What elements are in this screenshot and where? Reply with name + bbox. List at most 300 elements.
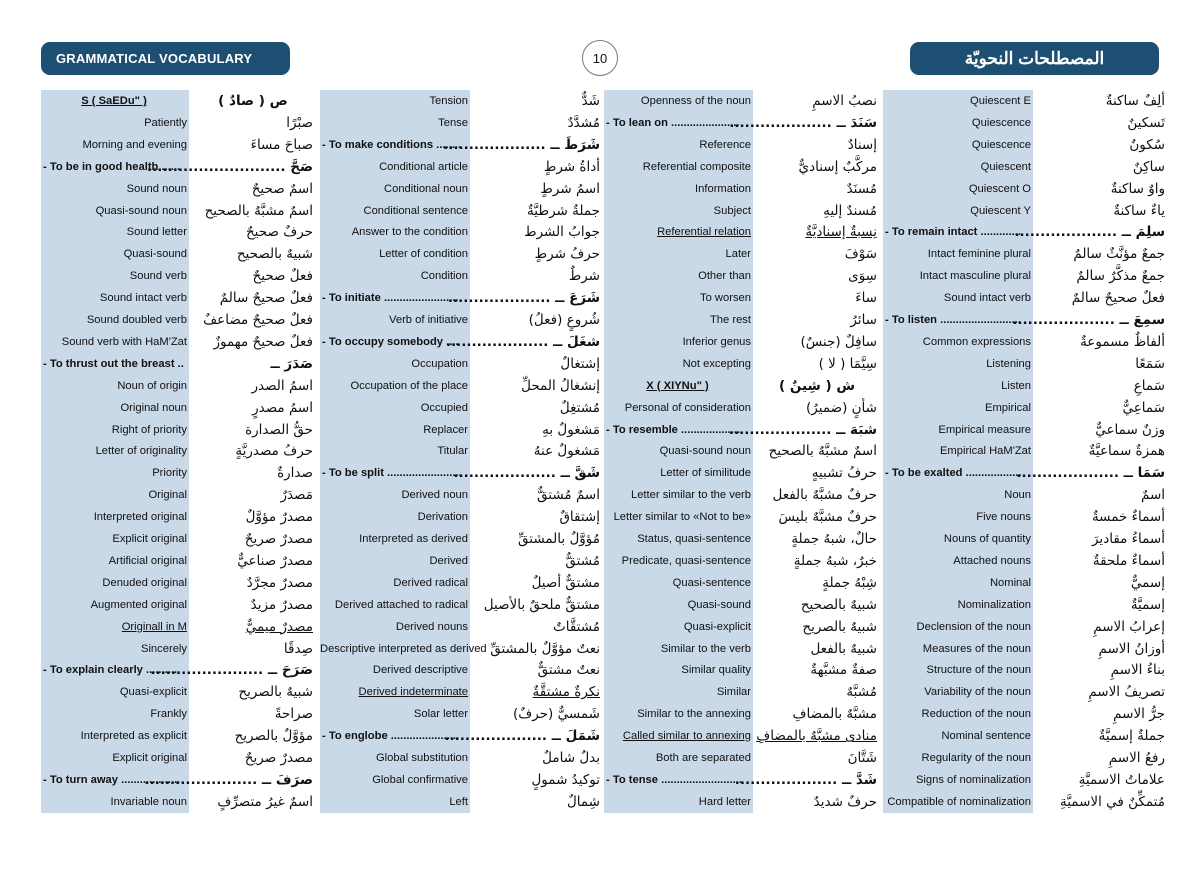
english-term: - To be exalted .................. (883, 462, 1033, 484)
vocab-row (41, 309, 313, 331)
english-term: Letter similar to «Not to be» (604, 506, 753, 528)
vocab-row (320, 506, 600, 528)
arabic-term: سَمَا ــ .................... (1016, 465, 1165, 482)
english-term: Nominal sentence (883, 725, 1033, 747)
arabic-term: جرُّ الاسمِ (1113, 706, 1165, 723)
vocab-row (320, 419, 600, 441)
english-term: Quiescent (883, 156, 1033, 178)
vocab-row (41, 178, 313, 200)
english-term: Quiescent E (883, 90, 1033, 112)
arabic-term: سمِعَ ــ .................... (1012, 312, 1165, 328)
vocab-row (883, 769, 1165, 791)
arabic-term: شبيهٌ بالصريح (238, 684, 313, 701)
english-term: Frankly (41, 703, 189, 725)
vocab-row (320, 681, 600, 703)
vocab-row (320, 550, 600, 572)
vocab-row (41, 572, 313, 594)
vocab-row (320, 112, 600, 134)
arabic-term: إشتغالٌ (560, 355, 600, 372)
arabic-term: شَقَّ ــ .................... (453, 465, 600, 482)
arabic-term: جمعٌ مؤنَّثٌ سالمٌ (1073, 246, 1165, 263)
english-term: Compatible of nominalization (883, 791, 1033, 813)
vocab-row (41, 375, 313, 397)
english-term: The rest (604, 309, 753, 331)
english-term: Explicit original (41, 528, 189, 550)
arabic-term: مَشغولٌ بهِ (542, 421, 600, 438)
arabic-term: اسمٌ مشبَّهٌ بالصحيح (204, 202, 313, 219)
vocab-row (604, 506, 877, 528)
vocab-row (320, 90, 600, 112)
vocab-row (320, 791, 600, 813)
english-term: - To be in good health ...... (41, 156, 189, 178)
arabic-term: جمعٌ مذكَّرٌ سالمٌ (1076, 268, 1165, 285)
vocab-row (41, 134, 313, 156)
english-term: Information (604, 178, 753, 200)
vocab-row (41, 397, 313, 419)
english-term: Hard letter (604, 791, 753, 813)
vocab-row (41, 331, 313, 353)
arabic-term: إسنادٌ (847, 136, 877, 153)
english-term: Similar to the annexing (604, 703, 753, 725)
english-term: Derived nouns (320, 616, 470, 638)
english-term: Intact masculine plural (883, 265, 1033, 287)
english-term: Quasi-sound (41, 243, 189, 265)
arabic-term: مُشتقَّاتٌ (553, 618, 600, 635)
arabic-term: شَرَعَ ــ .................... (447, 290, 600, 307)
arabic-term: مُشتقٌّ (565, 552, 600, 569)
vocab-row (320, 769, 600, 791)
english-term: Quasi-explicit (604, 616, 753, 638)
english-term: - To lean on ...................... (604, 112, 753, 134)
english-term: - To make conditions ........ (320, 134, 470, 156)
english-term: - To resemble ................... (604, 419, 753, 441)
vocab-row (604, 265, 877, 287)
arabic-term: فعلٌ صحيحٌ (252, 268, 313, 285)
arabic-term: مشتقٌّ ملحقٌ بالأصيل (483, 596, 600, 613)
arabic-term: شبيهٌ بالصحيح (800, 596, 877, 613)
arabic-term: إنشغالُ المحلِّ (521, 377, 600, 394)
english-term: Sound noun (41, 178, 189, 200)
arabic-term: مُتمكِّنٌ في الاسميَّةِ (1059, 793, 1165, 810)
arabic-term: مصدرٌ صريحٌ (244, 750, 313, 766)
arabic-term: سِيَّمَا ( لا ) (818, 355, 877, 372)
english-term: Inferior genus (604, 331, 753, 353)
english-term: Priority (41, 462, 189, 484)
vocab-row (41, 703, 313, 725)
vocab-row (604, 440, 877, 462)
english-term: Global substitution (320, 747, 470, 769)
arabic-term: مَصدَرٌ (280, 487, 313, 504)
vocab-row (41, 112, 313, 134)
arabic-term: علاماتُ الاسميَّةِ (1078, 771, 1165, 788)
vocab-row (604, 791, 877, 813)
english-term: Answer to the condition (320, 221, 470, 243)
arabic-term: واوٌ ساكنةٌ (1110, 180, 1165, 197)
arabic-term: صباحَ مساءَ (250, 136, 313, 153)
vocab-row (320, 200, 600, 222)
arabic-term: ياءٌ ساكنةٌ (1113, 202, 1165, 219)
arabic-term: خبرٌ، شبهُ جملةٍ (793, 552, 877, 569)
arabic-term: شَرَطَ ــ .................... (443, 136, 600, 153)
arabic-term: إسميَّةٌ (1130, 596, 1165, 613)
vocab-row (41, 265, 313, 287)
arabic-term: نصبُ الاسمِ (812, 93, 877, 109)
arabic-term: شغَلَ ــ .................... (445, 333, 600, 350)
vocab-row (604, 638, 877, 660)
english-term: Conditional noun (320, 178, 470, 200)
arabic-term: ساءَ (855, 290, 877, 307)
english-term: Letter of originality (41, 440, 189, 462)
vocab-row (883, 550, 1165, 572)
english-term: Sound doubled verb (41, 309, 189, 331)
english-term: Sound verb (41, 265, 189, 287)
english-term: Condition (320, 265, 470, 287)
arabic-term: بدلٌ شاملٌ (542, 750, 600, 766)
arabic-term: مصدرٌ صريحٌ (244, 531, 313, 547)
vocab-row (320, 440, 600, 462)
english-term: Derivation (320, 506, 470, 528)
english-term: - To listen .......................... (883, 309, 1033, 331)
vocab-row (883, 791, 1165, 813)
arabic-term: صرَفَ ــ ...................... (144, 771, 313, 788)
english-term: To worsen (604, 287, 753, 309)
arabic-term: شرطٌ (568, 268, 600, 285)
vocab-row (320, 331, 600, 353)
arabic-term: ساكِنٌ (1132, 158, 1165, 175)
vocab-row (41, 638, 313, 660)
vocab-row (320, 265, 600, 287)
arabic-term: صِدقًا (283, 640, 313, 657)
vocab-row (320, 528, 600, 550)
english-term: Listening (883, 353, 1033, 375)
english-term: Global confirmative (320, 769, 470, 791)
english-term: Artificial original (41, 550, 189, 572)
vocab-row (604, 659, 877, 681)
english-term: Invariable noun (41, 791, 189, 813)
english-term: Occupation (320, 353, 470, 375)
arabic-term: مَشغولٌ عنهُ (533, 443, 600, 460)
english-term: Empirical measure (883, 419, 1033, 441)
vocab-row (604, 287, 877, 309)
vocab-row (883, 243, 1165, 265)
arabic-term: منادى مشبَّهٌ بالمضافِ (756, 728, 877, 745)
english-term: Not excepting (604, 353, 753, 375)
vocab-row (41, 462, 313, 484)
arabic-term: تصريفُ الاسمِ (1088, 684, 1165, 701)
english-term: Quasi-sound noun (41, 200, 189, 222)
vocab-row (604, 528, 877, 550)
english-term: Nouns of quantity (883, 528, 1033, 550)
vocab-row (41, 506, 313, 528)
vocab-row (883, 419, 1165, 441)
vocab-row (883, 397, 1165, 419)
arabic-term: شُروعٍ (فعلُ) (528, 312, 600, 328)
vocab-row (320, 309, 600, 331)
arabic-term: صدارةٌ (277, 465, 313, 482)
english-term: - To be split ........................ (320, 462, 470, 484)
arabic-term: جملةٌ شرطيَّةٌ (527, 202, 600, 219)
vocab-row (883, 528, 1165, 550)
arabic-term: اسمٌ صحيحٌ (251, 180, 313, 197)
arabic-term: مصدرٌ مجرَّدٌ (246, 574, 313, 591)
english-term: Empirical HaM'Zat (883, 440, 1033, 462)
arabic-term: توكيدُ شمولٍ (531, 771, 600, 788)
english-term: Quasi-sound (604, 594, 753, 616)
english-term: Descriptive interpreted as derived (320, 638, 470, 660)
vocab-row (604, 90, 877, 112)
english-term: Sincerely (41, 638, 189, 660)
vocab-row (883, 331, 1165, 353)
english-term: Letter of condition (320, 243, 470, 265)
arabic-term: شَدَّ ــ .................... (734, 771, 877, 788)
vocab-row (604, 725, 877, 747)
vocab-row (883, 134, 1165, 156)
vocab-row (320, 375, 600, 397)
english-term: Occupation of the place (320, 375, 470, 397)
english-term: Letter of similitude (604, 462, 753, 484)
arabic-term: حالٌ، شبهُ جملةٍ (791, 531, 877, 547)
english-term: - To explain clearly ........... (41, 659, 189, 681)
english-term: Sound letter (41, 221, 189, 243)
vocab-row (604, 550, 877, 572)
arabic-term: سلِمَ ــ .................... (1014, 224, 1165, 241)
english-term: Common expressions (883, 331, 1033, 353)
vocab-row (883, 638, 1165, 660)
arabic-term: صبْرًا (286, 114, 313, 131)
english-term: Quiescent Y (883, 200, 1033, 222)
arabic-term: صَرَحَ ــ ...................... (150, 662, 313, 679)
english-term: Replacer (320, 419, 470, 441)
english-term: - To turn away ................... (41, 769, 189, 791)
arabic-term: صفةٌ مشبَّهةٌ (810, 662, 877, 679)
vocab-row (320, 703, 600, 725)
vocab-row (883, 572, 1165, 594)
english-term: Patiently (41, 112, 189, 134)
arabic-term: أسماءٌ خمسةٌ (1091, 509, 1165, 526)
arabic-term: سَماعِيٌّ (1122, 399, 1165, 416)
arabic-term: شَدٌّ (581, 93, 600, 109)
arabic-term: شأنٍ (ضميرُ) (806, 399, 877, 416)
english-term: Status, quasi-sentence (604, 528, 753, 550)
arabic-term: فعلٌ صحيحٌ مضاعفٌ (203, 312, 313, 328)
english-term: Signs of nominalization (883, 769, 1033, 791)
section-title-arabic: المصطلحات النحويّة (910, 42, 1159, 75)
arabic-term: مُشتغِلٌ (559, 399, 600, 416)
english-term: Noun of origin (41, 375, 189, 397)
arabic-term: مُؤوَّلٌ بالمشتقِّ (518, 531, 600, 547)
vocab-row (604, 747, 877, 769)
arabic-term: ش ( شِينٌ ) (778, 377, 855, 394)
arabic-term: اسمٌ مُشتقٌّ (537, 487, 600, 504)
arabic-term: صَحَّ ........................... (147, 158, 313, 175)
vocab-row (604, 221, 877, 243)
english-term: S ( SaEDu" ) (41, 90, 189, 112)
vocab-row (320, 747, 600, 769)
arabic-term: اسمٌ مشبَّهٌ بالصحيح (768, 443, 877, 460)
arabic-term: ألِفٌ ساكنةٌ (1105, 93, 1165, 109)
vocab-row (320, 638, 600, 660)
english-term: Openness of the noun (604, 90, 753, 112)
vocab-row (883, 747, 1165, 769)
english-term: Interpreted as explicit (41, 725, 189, 747)
arabic-term: اسمُ الصدر (251, 377, 313, 394)
english-term: Quasi-sound noun (604, 440, 753, 462)
english-term: Denuded original (41, 572, 189, 594)
arabic-term: شَتَّانَ (847, 750, 877, 766)
english-term: Similar (604, 681, 753, 703)
english-term: Regularity of the noun (883, 747, 1033, 769)
vocab-row (320, 659, 600, 681)
english-term: Structure of the noun (883, 659, 1033, 681)
vocab-row (41, 221, 313, 243)
arabic-term: فعلٌ صحيحٌ مهموزٌ (213, 333, 313, 350)
vocab-row (41, 243, 313, 265)
page-number: 10 (582, 40, 618, 76)
arabic-term: مصدرٌ مؤوَّلٌ (245, 509, 313, 526)
arabic-term: حرفٌ صحيحٌ (245, 224, 313, 241)
english-term: Reference (604, 134, 753, 156)
arabic-term: أوزانُ الاسمِ (1098, 640, 1165, 657)
english-term: Augmented original (41, 594, 189, 616)
english-term: Derived (320, 550, 470, 572)
arabic-term: بناءُ الاسمِ (1110, 662, 1165, 679)
vocab-row (41, 200, 313, 222)
english-term: Noun (883, 484, 1033, 506)
vocab-row (883, 616, 1165, 638)
english-term: Right of priority (41, 419, 189, 441)
arabic-term: شَمَلَ ــ .................... (444, 728, 600, 745)
vocab-row (320, 616, 600, 638)
vocab-row (604, 331, 877, 353)
arabic-term: نعتٌ مؤوَّلٌ بالمشتقِّ (490, 640, 600, 657)
vocab-row (883, 703, 1165, 725)
vocab-row (604, 594, 877, 616)
vocab-row (320, 243, 600, 265)
english-term: Referential relation (604, 221, 753, 243)
arabic-term: اسمٌ غيرُ متصرِّفٍ (217, 793, 313, 810)
arabic-term: ص ( صادٌ ) (218, 93, 288, 109)
vocab-row (883, 659, 1165, 681)
english-term: Derived indeterminate (320, 681, 470, 703)
vocab-row (320, 156, 600, 178)
vocab-row (41, 681, 313, 703)
vocab-row (883, 594, 1165, 616)
arabic-term: سافِلٌ (جنسٌ) (800, 333, 877, 350)
vocab-row (320, 178, 600, 200)
english-term: Interpreted original (41, 506, 189, 528)
english-term: Original noun (41, 397, 189, 419)
arabic-term: مصدرٌ صناعيٌّ (237, 552, 313, 569)
english-term: Other than (604, 265, 753, 287)
vocab-row (883, 440, 1165, 462)
arabic-term: شبيهٌ بالفعل (810, 640, 877, 657)
vocab-row (883, 375, 1165, 397)
vocab-row (320, 484, 600, 506)
arabic-term: رفعُ الاسمِ (1108, 750, 1165, 766)
english-term: Nominalization (883, 594, 1033, 616)
vocab-row (604, 419, 877, 441)
vocab-row (320, 287, 600, 309)
vocab-row (604, 243, 877, 265)
arabic-term: اسمُ شرطٍ (540, 180, 600, 197)
english-term: Derived radical (320, 572, 470, 594)
english-term: Tense (320, 112, 470, 134)
vocab-row (41, 528, 313, 550)
english-term: Similar to the verb (604, 638, 753, 660)
vocab-row (883, 200, 1165, 222)
english-term: Declension of the noun (883, 616, 1033, 638)
vocab-row (604, 134, 877, 156)
arabic-term: أسماءُ مقاديرَ (1091, 531, 1165, 547)
arabic-term: سَمَعًا (1135, 355, 1165, 372)
english-term: Nominal (883, 572, 1033, 594)
arabic-term: إسميٌّ (1130, 574, 1165, 591)
english-term: Sound intact verb (883, 287, 1033, 309)
arabic-term: شبيهٌ بالصحيح (236, 246, 313, 263)
english-term: - To thrust out the breast .. (41, 353, 189, 375)
vocab-row (320, 462, 600, 484)
english-term: Personal of consideration (604, 397, 753, 419)
english-term: - To tense .......................... (604, 769, 753, 791)
arabic-term: شِبْهُ جملةٍ (822, 574, 877, 591)
english-term: Later (604, 243, 753, 265)
arabic-term: إعرابُ الاسمِ (1093, 618, 1165, 635)
english-term: Conditional sentence (320, 200, 470, 222)
arabic-term: مركَّبٌ إسناديٌّ (798, 158, 877, 175)
english-term: - To remain intact ............. (883, 221, 1033, 243)
arabic-term: مُشبَّهٌ (846, 684, 877, 701)
english-term: Referential composite (604, 156, 753, 178)
english-term: Quiescence (883, 112, 1033, 134)
arabic-term: شبيهٌ بالصريح (802, 618, 877, 635)
english-term: Predicate, quasi-sentence (604, 550, 753, 572)
vocab-row (41, 594, 313, 616)
english-term: Measures of the noun (883, 638, 1033, 660)
arabic-term: سَماعِ (1133, 377, 1165, 394)
arabic-term: حرفُ شرطٍ (534, 246, 600, 263)
arabic-term: اسمُ مصدرٍ (252, 399, 313, 416)
arabic-term: سَنَدَ ــ .................... (729, 114, 877, 131)
english-term: Subject (604, 200, 753, 222)
arabic-term: صَدَرَ ــ (270, 355, 313, 372)
vocab-row (604, 703, 877, 725)
arabic-term: مُسنَدٌ (846, 180, 877, 197)
vocab-row (883, 462, 1165, 484)
vocab-row (41, 287, 313, 309)
english-term: Five nouns (883, 506, 1033, 528)
english-term: Original (41, 484, 189, 506)
english-term: Empirical (883, 397, 1033, 419)
arabic-term: نعتٌ مشتقٌّ (537, 662, 600, 679)
vocab-row (604, 616, 877, 638)
english-term: Reduction of the noun (883, 703, 1033, 725)
vocab-row (41, 769, 313, 791)
english-term: Quiescence (883, 134, 1033, 156)
english-term: Tension (320, 90, 470, 112)
arabic-term: مشتقٌّ أصيلٌ (531, 574, 600, 591)
arabic-term: مصدرٌ مزيدٌ (250, 596, 313, 613)
vocab-row (883, 287, 1165, 309)
vocab-row (41, 659, 313, 681)
vocab-row (320, 353, 600, 375)
vocab-row (604, 462, 877, 484)
vocab-row (41, 440, 313, 462)
english-term: Derived descriptive (320, 659, 470, 681)
vocab-row (41, 791, 313, 813)
arabic-term: سِوَى (848, 268, 877, 285)
arabic-term: حرفُ تشبيهٍ (811, 465, 877, 482)
vocab-row (41, 747, 313, 769)
